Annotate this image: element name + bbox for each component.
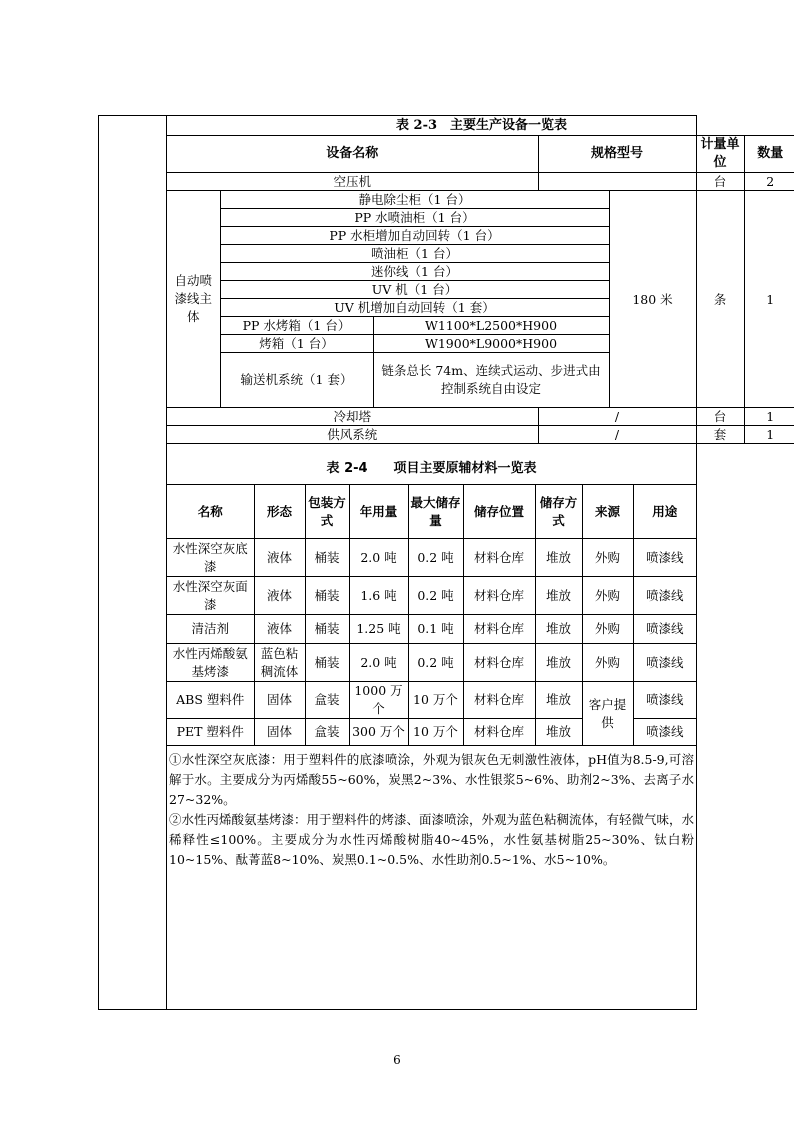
material-form: 液体	[254, 539, 305, 577]
material-pack: 桶装	[305, 615, 349, 644]
cooling-tower-spec: /	[538, 408, 696, 426]
material-use: 喷漆线	[633, 682, 696, 719]
cooling-tower-name: 冷却塔	[167, 408, 538, 426]
page-frame	[98, 115, 784, 1010]
main-line-item: 迷你线（1 台）	[220, 263, 609, 281]
left-column	[99, 116, 167, 1009]
material-source: 外购	[582, 615, 633, 644]
conveyor-name: 输送机系统（1 套）	[220, 353, 373, 408]
material-annual: 1.6 吨	[349, 577, 408, 615]
col-header: 来源	[582, 485, 633, 539]
conveyor-spec: 链条总长 74m、连续式运动、步进式由控制系统自由设定	[373, 353, 609, 408]
material-location: 材料仓库	[463, 682, 535, 719]
table-row	[167, 615, 696, 644]
table-2-3-title: 表 2-3 主要生产设备一览表	[167, 116, 794, 136]
main-line-spec: 180 米	[609, 191, 696, 408]
material-annual: 1000 万个	[349, 682, 408, 719]
material-notes	[167, 746, 696, 870]
table-row	[167, 644, 696, 682]
main-line-label: 自动喷漆线主体	[167, 191, 220, 408]
material-form: 固体	[254, 682, 305, 719]
main-line-qty: 1	[744, 191, 794, 408]
table-2-4-title: 表 2-4 项目主要原辅材料一览表	[167, 444, 696, 485]
material-pack: 桶装	[305, 539, 349, 577]
material-source: 外购	[582, 577, 633, 615]
air-compressor-spec	[538, 173, 696, 191]
page-number: 6	[393, 1053, 401, 1067]
material-location: 材料仓库	[463, 644, 535, 682]
material-source: 外购	[582, 644, 633, 682]
material-name: 清洁剂	[167, 615, 254, 644]
cooling-tower-unit: 台	[696, 408, 744, 426]
col-header: 形态	[254, 485, 305, 539]
material-name: 水性深空灰面漆	[167, 577, 254, 615]
note-baking-paint: ②水性丙烯酸氨基烤漆：用于塑料件的烤漆、面漆喷涂，外观为蓝色粘稠流体，有轻微气味，水稀释性≤100%。主要成分为水性丙烯酸树脂40~45%，水性氨基树脂25~30%、钛白粉10~15%、酞菁蓝8~10%、炭黑0.1~0.5%、水性助剂0.5~1%、水5~10%。	[169, 812, 695, 867]
air-compressor-name: 空压机	[167, 173, 538, 191]
col-header: 储存位置	[463, 485, 535, 539]
material-name: 水性丙烯酸氨基烤漆	[167, 644, 254, 682]
material-max: 10 万个	[408, 719, 463, 746]
equipment-table	[167, 116, 794, 444]
materials-table	[167, 444, 696, 746]
air-supply-qty: 1	[744, 426, 794, 444]
cooling-tower-qty: 1	[744, 408, 794, 426]
material-pack: 盒装	[305, 682, 349, 719]
main-line-unit: 条	[696, 191, 744, 408]
air-supply-spec: /	[538, 426, 696, 444]
col-header: 最大储存量	[408, 485, 463, 539]
material-pack: 盒装	[305, 719, 349, 746]
material-location: 材料仓库	[463, 615, 535, 644]
material-max: 0.2 吨	[408, 577, 463, 615]
main-line-item: 喷油柜（1 台）	[220, 245, 609, 263]
material-method: 堆放	[535, 539, 582, 577]
header-equipment-name: 设备名称	[167, 136, 538, 173]
material-source: 外购	[582, 539, 633, 577]
pp-oven-name: PP 水烤箱（1 台）	[220, 317, 373, 335]
material-use: 喷漆线	[633, 615, 696, 644]
materials-header-row	[167, 485, 696, 539]
air-compressor-qty: 2	[744, 173, 794, 191]
material-use: 喷漆线	[633, 719, 696, 746]
material-annual: 1.25 吨	[349, 615, 408, 644]
main-line-item: UV 机（1 台）	[220, 281, 609, 299]
col-header: 名称	[167, 485, 254, 539]
material-form: 固体	[254, 719, 305, 746]
material-max: 10 万个	[408, 682, 463, 719]
main-line-item: PP 水喷油柜（1 台）	[220, 209, 609, 227]
material-pack: 桶装	[305, 577, 349, 615]
material-annual: 2.0 吨	[349, 644, 408, 682]
material-use: 喷漆线	[633, 577, 696, 615]
pp-oven-spec: W1100*L2500*H900	[373, 317, 609, 335]
header-spec: 规格型号	[538, 136, 696, 173]
material-form: 液体	[254, 615, 305, 644]
main-line-item: PP 水柜增加自动回转（1 台）	[220, 227, 609, 245]
material-location: 材料仓库	[463, 719, 535, 746]
material-source: 客户提供	[582, 682, 633, 746]
material-method: 堆放	[535, 719, 582, 746]
header-unit: 计量单位	[696, 136, 744, 173]
material-method: 堆放	[535, 644, 582, 682]
air-supply-unit: 套	[696, 426, 744, 444]
col-header: 储存方式	[535, 485, 582, 539]
col-header: 用途	[633, 485, 696, 539]
material-location: 材料仓库	[463, 539, 535, 577]
main-line-item: 静电除尘柜（1 台）	[220, 191, 609, 209]
material-name: 水性深空灰底漆	[167, 539, 254, 577]
content-area	[167, 116, 784, 870]
table-row	[167, 682, 696, 719]
table-row	[167, 577, 696, 615]
material-max: 0.2 吨	[408, 539, 463, 577]
material-method: 堆放	[535, 682, 582, 719]
oven-name: 烤箱（1 台）	[220, 335, 373, 353]
material-name: PET 塑料件	[167, 719, 254, 746]
air-compressor-unit: 台	[696, 173, 744, 191]
note-base-coat: ①水性深空灰底漆：用于塑料件的底漆喷涂，外观为银灰色无刺激性液体，pH值为8.5-9,可溶解于水。主要成分为丙烯酸55~60%，炭黑2~3%、水性银浆5~6%、助剂2~3%、去离子水27~32%。	[169, 752, 694, 807]
main-line-item: UV 机增加自动回转（1 套）	[220, 299, 609, 317]
material-location: 材料仓库	[463, 577, 535, 615]
material-pack: 桶装	[305, 644, 349, 682]
material-method: 堆放	[535, 577, 582, 615]
material-use: 喷漆线	[633, 539, 696, 577]
material-annual: 2.0 吨	[349, 539, 408, 577]
air-supply-name: 供风系统	[167, 426, 538, 444]
material-use: 喷漆线	[633, 644, 696, 682]
material-form: 液体	[254, 577, 305, 615]
oven-spec: W1900*L9000*H900	[373, 335, 609, 353]
material-annual: 300 万个	[349, 719, 408, 746]
col-header: 包装方式	[305, 485, 349, 539]
col-header: 年用量	[349, 485, 408, 539]
header-qty: 数量	[744, 136, 794, 173]
material-form: 蓝色粘稠流体	[254, 644, 305, 682]
material-method: 堆放	[535, 615, 582, 644]
material-max: 0.1 吨	[408, 615, 463, 644]
material-max: 0.2 吨	[408, 644, 463, 682]
table-row	[167, 539, 696, 577]
material-name: ABS 塑料件	[167, 682, 254, 719]
